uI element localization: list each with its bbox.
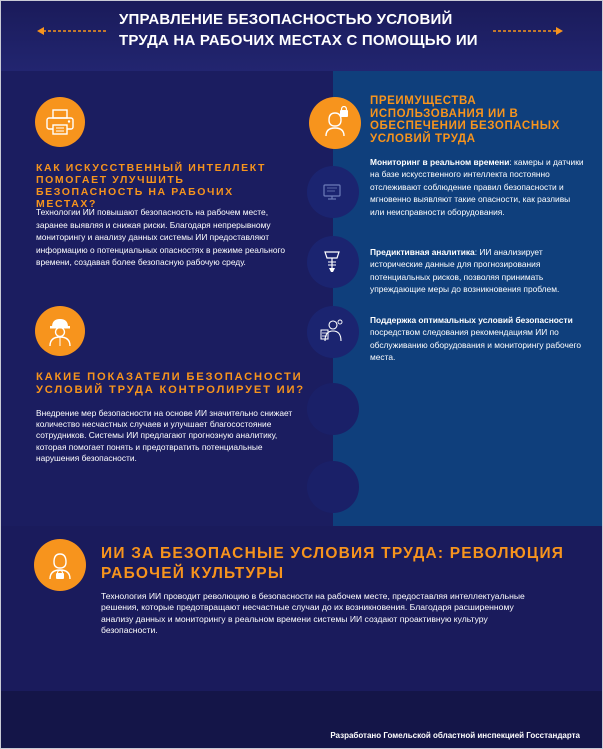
timeline-bubble xyxy=(307,461,359,513)
advantage-item xyxy=(370,246,585,296)
secure-user-icon-circle xyxy=(309,97,361,149)
section2-title: КАКИЕ ПОКАЗАТЕЛИ БЕЗОПАСНОСТИ УСЛОВИЙ ТРУДА КОНТРОЛИРУЕТ ИИ? xyxy=(36,371,305,396)
section2-text: Внедрение мер безопасности на основе ИИ значительно снижает количество несчастных случаев и улучшает благосостояние сотрудников. Системы ИИ предлагают прогнозную аналитику, которая помогает понять и предотвратить потенциальные нарушения безопасности. xyxy=(36,408,293,463)
advantage-item-bold: Поддержка оптимальных условий безопасности xyxy=(370,315,573,325)
advantage-item-text: : камеры и датчики на базе искусственного интеллекта постоянно отслеживают соблюдение правил безопасности и мгновенно выявляют такие опасности, как разливы или неисправности оборудования. xyxy=(370,157,584,217)
worker-icon-circle xyxy=(35,306,85,356)
secure-person-icon xyxy=(43,548,77,582)
lamp-icon xyxy=(320,248,344,276)
secure-person-icon-circle xyxy=(34,539,86,591)
printer-icon-circle xyxy=(35,97,85,147)
arrow-right-icon xyxy=(493,26,563,36)
advantage-item xyxy=(370,314,585,364)
printer-icon xyxy=(44,107,76,137)
revolution-text: Технология ИИ проводит революцию в безопасности на рабочем месте, предоставляя интеллектуальные решения, которые предотвращают несчастные случаи до их возникновения. Благодаря расширенному анализу данных и мониторингу в реальном времени системы ИИ создают проактивную культуру безопасности. xyxy=(101,591,525,636)
worker-helmet-icon xyxy=(45,315,75,347)
advantage-item-bold: Мониторинг в реальном времени xyxy=(370,157,510,167)
section1-title: КАК ИСКУССТВЕННЫЙ ИНТЕЛЛЕКТ ПОМОГАЕТ УЛУЧШИТЬ БЕЗОПАСНОСТЬ НА РАБОЧИХ МЕСТАХ? xyxy=(36,162,267,210)
advantage-item xyxy=(370,156,585,218)
secure-user-icon xyxy=(318,106,352,140)
timeline-bubble xyxy=(307,383,359,435)
revolution-title: ИИ ЗА БЕЗОПАСНЫЕ УСЛОВИЯ ТРУДА: РЕВОЛЮЦИЯ РАБОЧЕЙ КУЛЬТУРЫ xyxy=(101,545,565,582)
advantages-title: ПРЕИМУЩЕСТВА ИСПОЛЬЗОВАНИЯ ИИ В ОБЕСПЕЧЕНИИ БЕЗОПАСНЫХ УСЛОВИЙ ТРУДА xyxy=(370,95,560,145)
engineer-icon xyxy=(317,315,347,345)
page-title: УПРАВЛЕНИЕ БЕЗОПАСНОСТЬЮ УСЛОВИЙ ТРУДА НА РАБОЧИХ МЕСТАХ С ПОМОЩЬЮ ИИ xyxy=(119,11,478,49)
arrow-left-icon xyxy=(37,26,107,36)
advantage-item-text: посредством следования рекомендациям ИИ по обслуживанию оборудования и мониторингу рабочего места. xyxy=(370,327,582,363)
monitor-icon xyxy=(319,179,345,205)
advantage-item-text: : ИИ анализирует исторические данные для прогнозирования потенциальных рисков, позволяя принимать упреждающие меры до возникновения проблем. xyxy=(370,247,560,295)
advantage-item-bold: Предиктивная аналитика xyxy=(370,247,475,257)
section1-text: Технологии ИИ повышают безопасность на рабочем месте, заранее выявляя и снижая риски. Благодаря непрерывному мониторингу и анализу данных системы ИИ предоставляют информацию о потенциальных опасностях в режиме реального времени, создавая более безопасную рабочую среду. xyxy=(36,207,286,268)
footer xyxy=(1,691,603,749)
footer-credit: Разработано Гомельской областной инспекцией Госстандарта xyxy=(330,731,580,740)
